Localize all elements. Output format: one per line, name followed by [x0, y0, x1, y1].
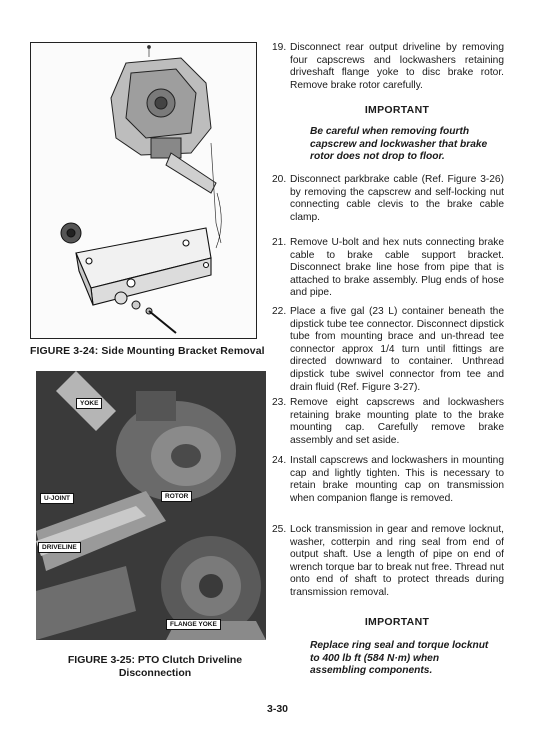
step-text: Install capscrews and lockwashers in mounting cap and lightly tighten. This is necessary to retain brake mounting cap on transmission when companion flange is removed. — [290, 455, 504, 504]
step-25 — [272, 524, 504, 600]
label-u-joint: U-JOINT — [40, 493, 74, 504]
driveline-photo-illustration — [36, 371, 266, 640]
step-19 — [272, 42, 504, 92]
label-rotor: ROTOR — [161, 491, 192, 502]
step-text: Place a five gal (23 L) container beneath the dipstick tube tee connector. Disconnect dipstick tube from mounting brace and un-thread tee connector approx 1/4 turn until fittings are directed downward to container. Unthread dipstick tube swivel connector from tee and drain fluid (Ref. Figure 3-27). — [290, 306, 504, 393]
step-text: Lock transmission in gear and remove locknut, washer, cotterpin and ring seal from end of output shaft. Use a length of pipe on end of wrench torque bar to break nut free. Thread nut onto end of shaft to protect threads during transmission removal. — [290, 524, 504, 598]
important-body-2: Replace ring seal and torque locknut to 400 lb ft (584 N·m) when assembling components. — [310, 640, 489, 677]
important-heading-1: IMPORTANT — [364, 104, 430, 116]
step-20 — [272, 174, 504, 224]
step-text: Disconnect parkbrake cable (Ref. Figure 3-26) by removing the capscrew and self-locking nut connecting cable clevis to the brake cable clamp. — [290, 174, 504, 223]
step-text: Remove U-bolt and hex nuts connecting brake cable to brake cable support bracket. Disconnect brake line hose from pipe that is attached to brake assembly. Plug ends of hose and pipe. — [290, 237, 504, 299]
step-text: Remove eight capscrews and lockwashers retaining brake mounting plate to the brake mounting cap. Carefully remove brake assembly and set aside. — [290, 397, 504, 446]
figure-3-24-caption: FIGURE 3-24: Side Mounting Bracket Removal — [30, 345, 265, 357]
step-number: 19. — [272, 42, 287, 53]
step-text: Disconnect rear output driveline by removing four capscrews and lockwashers retaining driveshaft flange yoke to disc brake rotor. Remove brake rotor carefully. — [290, 42, 504, 91]
step-number: 20. — [272, 174, 287, 185]
important-body-1: Be careful when removing fourth capscrew and lockwasher that brake rotor does not drop to floor. — [310, 126, 488, 163]
step-23 — [272, 397, 504, 447]
figure-3-25-caption — [40, 654, 270, 680]
label-yoke: YOKE — [76, 398, 102, 409]
important-heading-2: IMPORTANT — [364, 616, 430, 628]
step-22 — [272, 306, 504, 394]
figure-side-mounting-bracket — [30, 42, 257, 339]
figure-3-25-caption-line2: Disconnection — [118, 667, 192, 679]
figure-pto-clutch-driveline-photo — [36, 371, 266, 640]
step-number: 25. — [272, 524, 287, 535]
step-number: 22. — [272, 306, 287, 317]
step-number: 24. — [272, 455, 287, 466]
step-number: 23. — [272, 397, 287, 408]
bracket-illustration — [31, 43, 256, 338]
step-24 — [272, 455, 504, 505]
label-flange-yoke: FLANGE YOKE — [166, 619, 221, 630]
step-number: 21. — [272, 237, 287, 248]
page-number: 3-30 — [266, 703, 288, 715]
label-driveline: DRIVELINE — [38, 542, 81, 553]
step-21 — [272, 237, 504, 300]
figure-3-25-caption-line1: FIGURE 3-25: PTO Clutch Driveline — [67, 654, 243, 666]
